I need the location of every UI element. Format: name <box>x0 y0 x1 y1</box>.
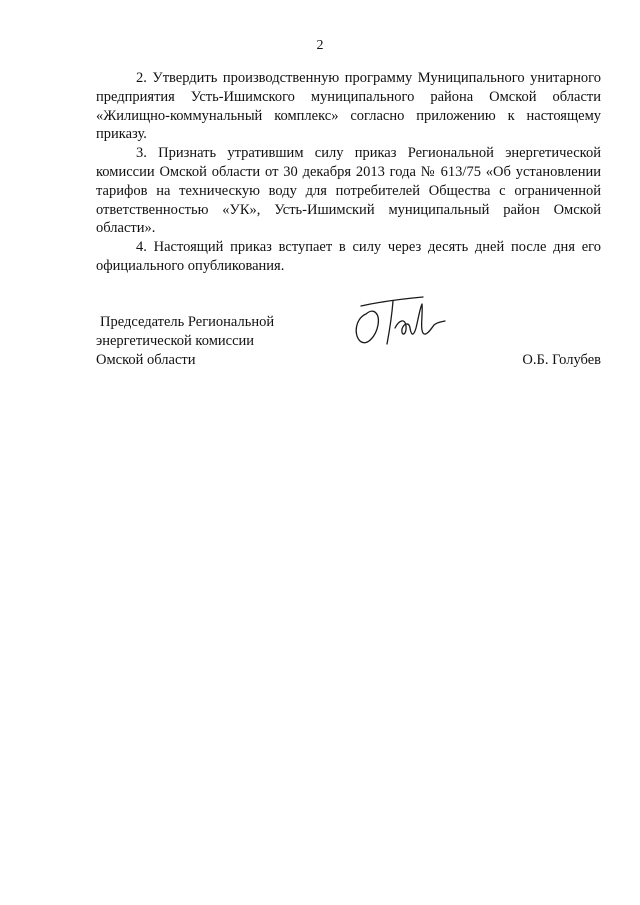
paragraph-item-3: 3. Признать утратившим силу приказ Региональной энергетической комиссии Омской области от 30 декабря 2013 года № 613/75 «Об установлении тарифов на техническую воду для потребителей Общества с ограниченной ответственностью «УК», Усть-Ишимский муниципальный район Омской области». <box>96 145 601 237</box>
handwritten-signature-icon <box>349 292 459 352</box>
page-number: 2 <box>316 38 324 53</box>
signer-title-line: энергетической комиссии <box>96 332 255 349</box>
paragraph-item-4: 4. Настоящий приказ вступает в силу через десять дней после дня его официального опубликования. <box>96 239 601 274</box>
signer-title-line: Председатель Региональной <box>100 314 275 330</box>
signer-name: О.Б. Голубев <box>522 351 601 368</box>
signature-block <box>96 313 601 373</box>
document-body <box>96 69 601 276</box>
signer-title <box>96 313 274 369</box>
paragraph-item-2: 2. Утвердить производственную программу Муниципального унитарного предприятия Усть-Ишимского муниципального района Омской области «Жилищно-коммунальный комплекс» согласно приложению к настоящему приказу. <box>96 70 601 143</box>
signer-title-line: Омской области <box>96 351 196 368</box>
